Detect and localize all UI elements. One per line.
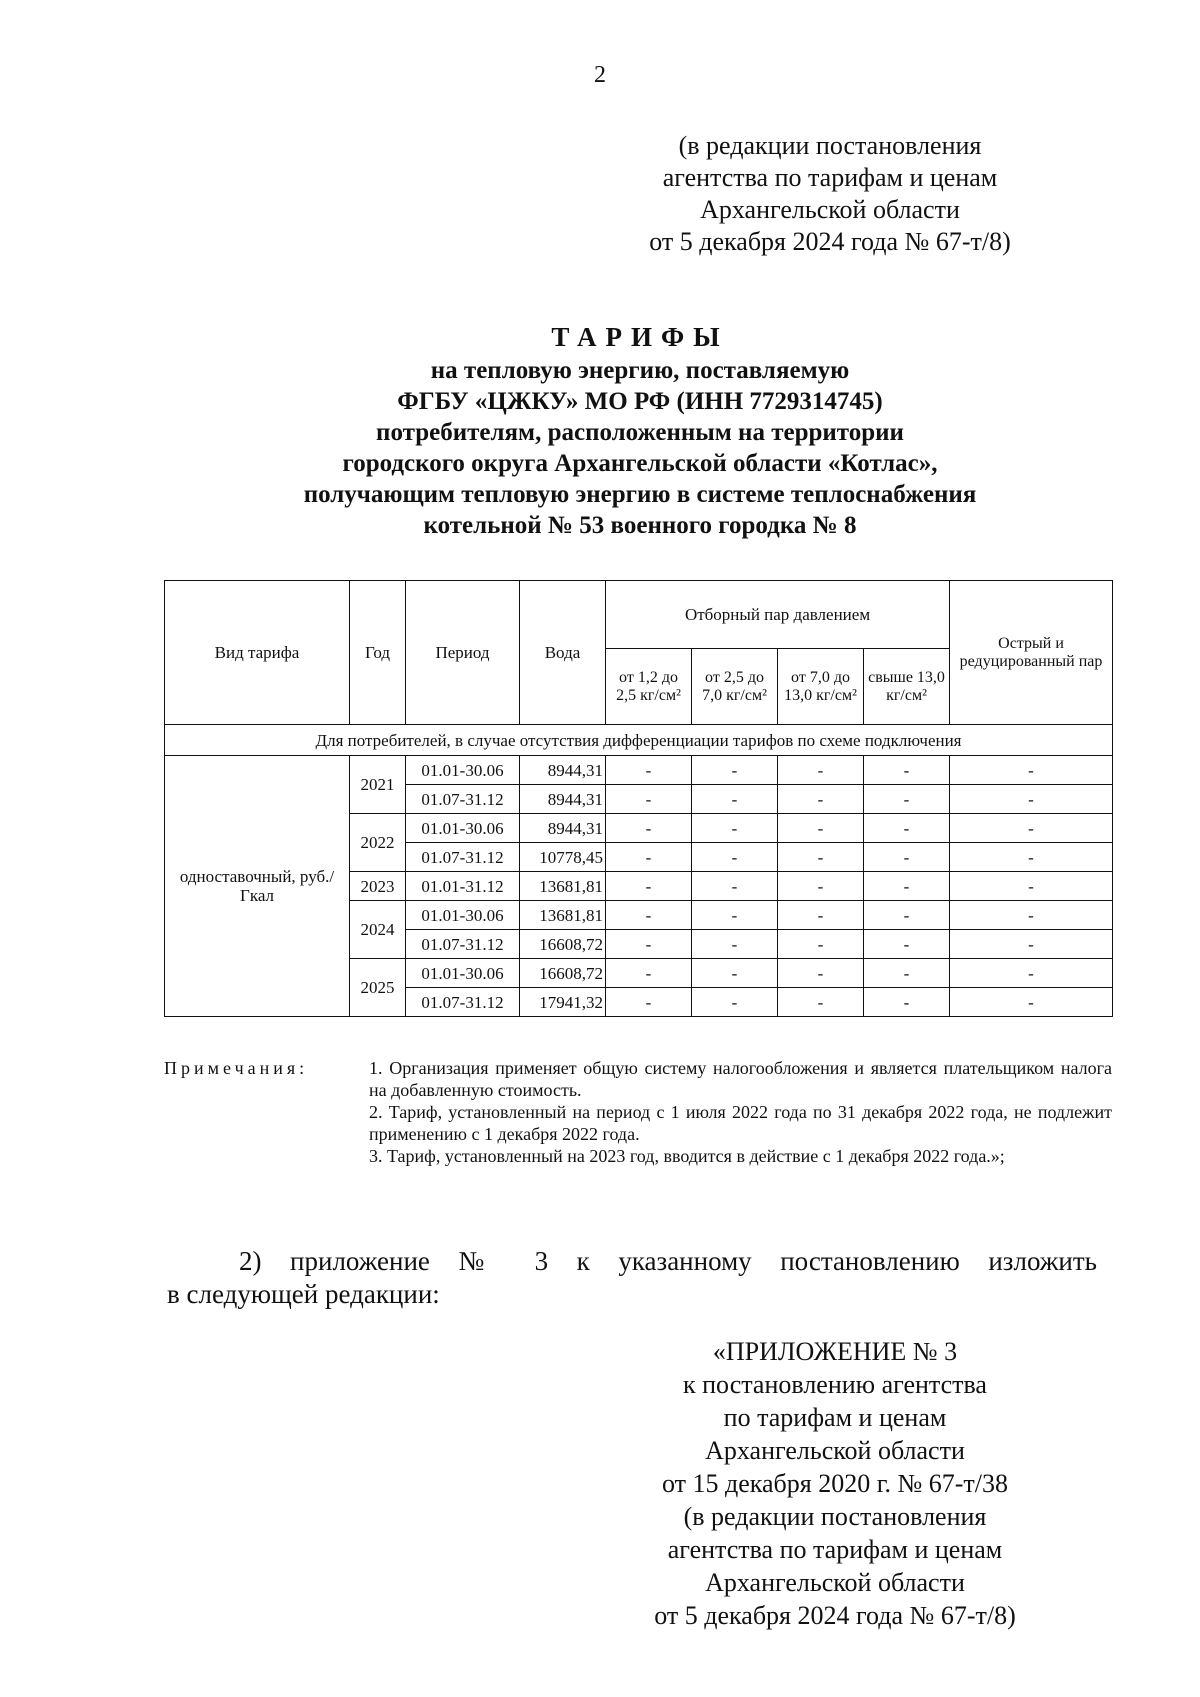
- dash-cell: -: [778, 814, 864, 843]
- dash-cell: -: [950, 785, 1113, 814]
- page-number: 2: [594, 62, 606, 88]
- edition-note-line: от 5 декабря 2024 года № 67-т/8): [649, 227, 1011, 256]
- dash-cell: -: [864, 901, 950, 930]
- water-cell: 13681,81: [520, 901, 606, 930]
- dash-cell: -: [692, 814, 778, 843]
- dash-cell: -: [606, 988, 692, 1017]
- note-item: 1. Организация применяет общую систему налогообложения и является плательщиком налога на добавленную стоимость.: [369, 1058, 1112, 1100]
- dash-cell: -: [950, 959, 1113, 988]
- dash-cell: -: [692, 988, 778, 1017]
- dash-cell: -: [778, 843, 864, 872]
- period-cell: 01.01-30.06: [406, 901, 520, 930]
- title-line: потребителям, расположенным на территории: [376, 419, 904, 446]
- water-cell: 8944,31: [520, 756, 606, 785]
- water-cell: 10778,45: [520, 843, 606, 872]
- dash-cell: -: [692, 756, 778, 785]
- period-cell: 01.07-31.12: [406, 930, 520, 959]
- dash-cell: -: [864, 756, 950, 785]
- dash-cell: -: [778, 901, 864, 930]
- title-main: ТАРИФЫ: [551, 322, 729, 352]
- water-cell: 8944,31: [520, 785, 606, 814]
- dash-cell: -: [950, 988, 1113, 1017]
- title-line: котельной № 53 военного городка № 8: [423, 512, 857, 539]
- header-sharp-steam: Острый и редуцированный пар: [950, 581, 1113, 725]
- header-steam-col: от 7,0 до 13,0 кг/см²: [778, 649, 864, 725]
- dash-cell: -: [606, 872, 692, 901]
- dash-cell: -: [778, 785, 864, 814]
- water-cell: 16608,72: [520, 959, 606, 988]
- header-steam-col: от 2,5 до 7,0 кг/см²: [692, 649, 778, 725]
- period-cell: 01.01-30.06: [406, 756, 520, 785]
- appendix-line: (в редакции постановления: [683, 1502, 987, 1531]
- dash-cell: -: [950, 814, 1113, 843]
- dash-cell: -: [864, 785, 950, 814]
- edition-note-line: агентства по тарифам и ценам: [662, 163, 998, 192]
- dash-cell: -: [606, 930, 692, 959]
- dash-cell: -: [606, 814, 692, 843]
- dash-cell: -: [950, 930, 1113, 959]
- year-cell: 2021: [350, 756, 406, 814]
- dash-cell: -: [778, 959, 864, 988]
- table-row: [165, 756, 1113, 785]
- amendment-paragraph: [167, 1245, 1097, 1311]
- year-cell: 2024: [350, 901, 406, 959]
- title-line: получающим тепловую энергию в системе теплоснабжения: [303, 481, 977, 508]
- dash-cell: -: [692, 930, 778, 959]
- title-line: городского округа Архангельской области «Котлас»,: [342, 450, 938, 477]
- header-steam-col: свыше 13,0 кг/см²: [864, 649, 950, 725]
- notes-list: [369, 1057, 1112, 1167]
- notes-section: [164, 1057, 1112, 1167]
- appendix-line: от 15 декабря 2020 г. № 67-т/38: [661, 1469, 1009, 1498]
- year-cell: 2023: [350, 872, 406, 901]
- dash-cell: -: [606, 785, 692, 814]
- dash-cell: -: [778, 988, 864, 1017]
- tariff-type-cell: одноставочный, руб./Гкал: [165, 756, 350, 1017]
- dash-cell: -: [864, 872, 950, 901]
- header-steam-group: Отборный пар давлением: [606, 581, 950, 649]
- dash-cell: -: [950, 756, 1113, 785]
- dash-cell: -: [864, 843, 950, 872]
- section-label: Для потребителей, в случае отсутствия дифференциации тарифов по схеме подключения: [165, 725, 1113, 756]
- appendix-line: «ПРИЛОЖЕНИЕ № 3: [712, 1337, 958, 1366]
- note-item: 2. Тариф, установленный на период с 1 июля 2022 года по 31 декабря 2022 года, не подлежит применению с 1 декабря 2022 года.: [369, 1102, 1112, 1144]
- title-line: ФГБУ «ЦЖКУ» МО РФ (ИНН 7729314745): [397, 388, 883, 415]
- appendix-line: по тарифам и ценам: [723, 1403, 947, 1432]
- appendix-line: Архангельской области: [705, 1436, 965, 1465]
- year-cell: 2022: [350, 814, 406, 872]
- dash-cell: -: [864, 959, 950, 988]
- appendix-header: [600, 1335, 1070, 1632]
- header-water: Вода: [520, 581, 606, 725]
- header-year: Год: [350, 581, 406, 725]
- water-cell: 16608,72: [520, 930, 606, 959]
- water-cell: 17941,32: [520, 988, 606, 1017]
- document-title: [100, 322, 1180, 541]
- header-steam-col: от 1,2 до 2,5 кг/см²: [606, 649, 692, 725]
- appendix-line: к постановлению агентства: [683, 1370, 987, 1399]
- appendix-line: агентства по тарифам и ценам: [667, 1535, 1003, 1564]
- title-line: на тепловую энергию, поставляемую: [430, 357, 850, 384]
- dash-cell: -: [778, 930, 864, 959]
- dash-cell: -: [692, 959, 778, 988]
- dash-cell: -: [864, 988, 950, 1017]
- dash-cell: -: [606, 901, 692, 930]
- period-cell: 01.01-31.12: [406, 872, 520, 901]
- edition-note: [590, 130, 1070, 258]
- dash-cell: -: [606, 756, 692, 785]
- dash-cell: -: [692, 872, 778, 901]
- period-cell: 01.01-30.06: [406, 959, 520, 988]
- dash-cell: -: [950, 901, 1113, 930]
- dash-cell: -: [950, 872, 1113, 901]
- year-cell: 2025: [350, 959, 406, 1017]
- tariff-table: [164, 580, 1113, 1017]
- dash-cell: -: [606, 959, 692, 988]
- water-cell: 8944,31: [520, 814, 606, 843]
- notes-label: Примечания:: [164, 1058, 309, 1078]
- dash-cell: -: [864, 814, 950, 843]
- dash-cell: -: [864, 930, 950, 959]
- period-cell: 01.07-31.12: [406, 785, 520, 814]
- appendix-line: от 5 декабря 2024 года № 67-т/8): [654, 1601, 1016, 1630]
- period-cell: 01.01-30.06: [406, 814, 520, 843]
- paragraph-line: 2) приложение № 3 к указанному постановлению изложить: [239, 1246, 1097, 1276]
- period-cell: 01.07-31.12: [406, 988, 520, 1017]
- edition-note-line: Архангельской области: [700, 195, 960, 224]
- dash-cell: -: [692, 785, 778, 814]
- appendix-line: Архангельской области: [705, 1568, 965, 1597]
- dash-cell: -: [606, 843, 692, 872]
- dash-cell: -: [692, 843, 778, 872]
- dash-cell: -: [778, 872, 864, 901]
- edition-note-line: (в редакции постановления: [678, 131, 982, 160]
- dash-cell: -: [950, 843, 1113, 872]
- period-cell: 01.07-31.12: [406, 843, 520, 872]
- header-tariff-type: Вид тарифа: [165, 581, 350, 725]
- dash-cell: -: [778, 756, 864, 785]
- note-item: 3. Тариф, установленный на 2023 год, вводится в действие с 1 декабря 2022 года.»;: [369, 1146, 1005, 1166]
- header-period: Период: [406, 581, 520, 725]
- water-cell: 13681,81: [520, 872, 606, 901]
- paragraph-line: в следующей редакции:: [167, 1279, 440, 1309]
- dash-cell: -: [692, 901, 778, 930]
